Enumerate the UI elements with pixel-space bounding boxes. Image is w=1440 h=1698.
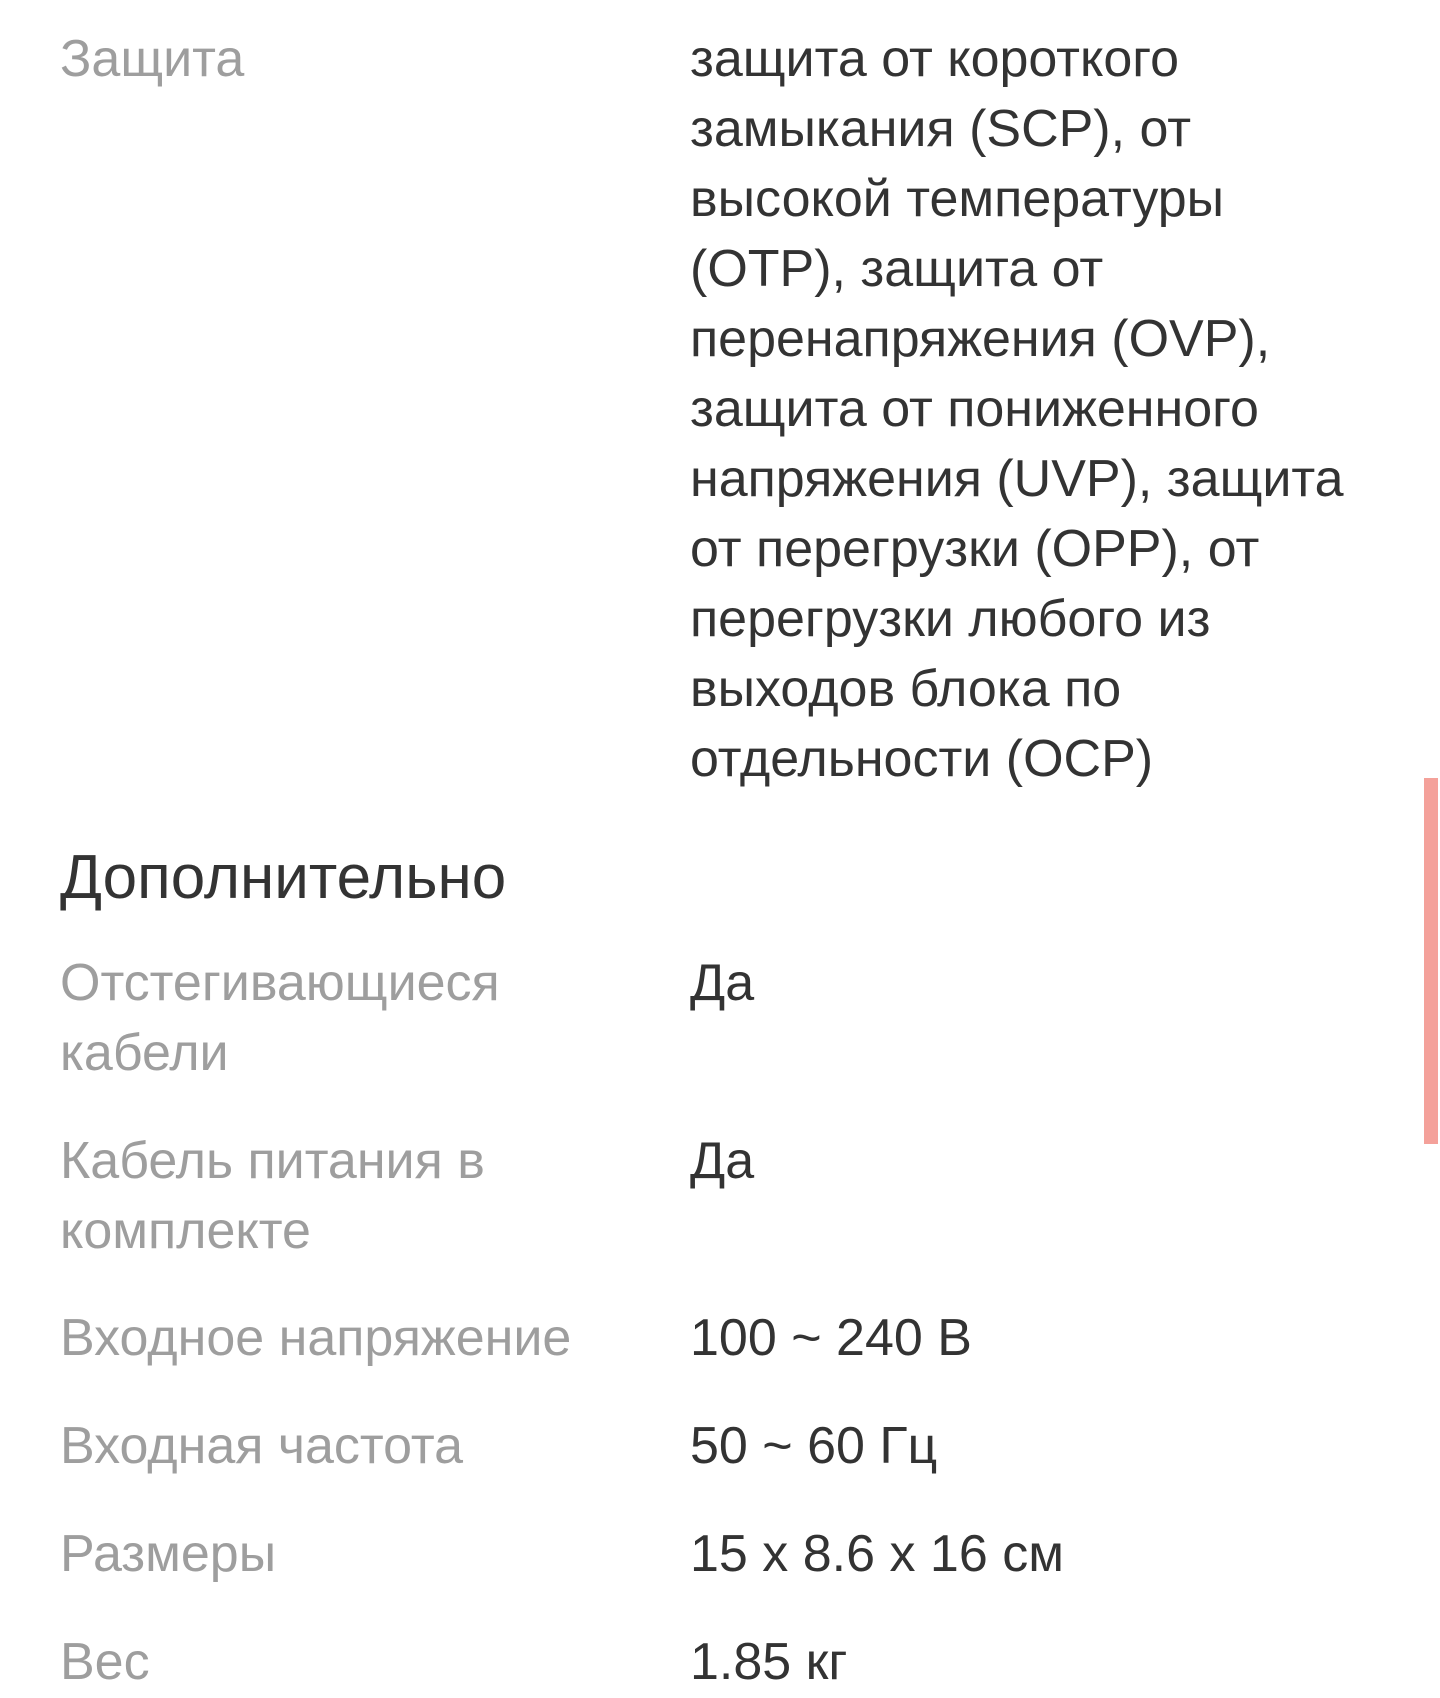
spec-label: Входное напряжение <box>60 1309 572 1367</box>
section-title-additional: Дополнительно <box>60 843 507 912</box>
spec-value: Да <box>690 1132 755 1190</box>
spec-value: 15 x 8.6 x 16 см <box>690 1525 1064 1583</box>
spec-value: 50 ~ 60 Гц <box>690 1417 938 1475</box>
spec-label: Отстегивающиеся кабели <box>60 954 500 1082</box>
spec-value: защита от короткого замыкания (SCP), от высокой температуры (OTP), защита от перенапряжения (OVP), защита от пониженного напряжения (UVP), защита от перегрузки (OPP), от перегрузки любого из выходов блока по отдельности (OCP) <box>690 30 1344 788</box>
spec-label: Кабель питания в комплекте <box>60 1132 485 1260</box>
spec-label: Защита <box>60 30 245 88</box>
spec-value: 1.85 кг <box>690 1633 848 1691</box>
spec-label: Входная частота <box>60 1417 464 1475</box>
spec-value: 100 ~ 240 В <box>690 1309 972 1367</box>
spec-label: Размеры <box>60 1525 277 1583</box>
spec-value: Да <box>690 954 755 1012</box>
spec-label: Вес <box>60 1633 150 1691</box>
scrollbar[interactable] <box>1424 778 1438 1144</box>
